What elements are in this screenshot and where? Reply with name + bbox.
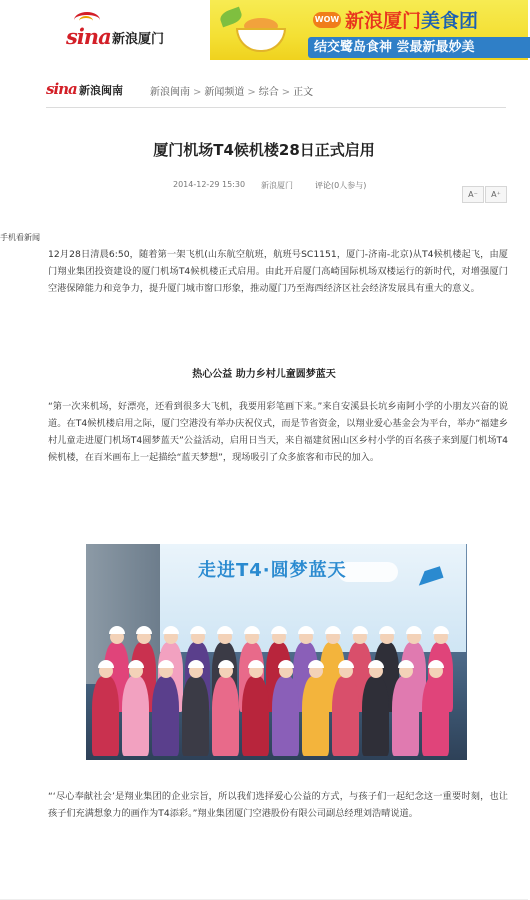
publish-date: 2014-12-29 15:30: [173, 180, 246, 189]
mobile-news-side-tab[interactable]: 手机看新闻: [0, 233, 40, 242]
child-cap: [218, 660, 234, 668]
child-cap: [217, 626, 233, 634]
banner-subtitle: 结交鹭岛食神 尝最新最妙美: [308, 37, 530, 58]
child-cap: [368, 660, 384, 668]
child-cap: [163, 626, 179, 634]
child-figure: [332, 676, 359, 756]
breadcrumb-divider: [46, 107, 506, 108]
breadcrumb: [150, 83, 313, 98]
child-figure: [152, 676, 179, 756]
comment-link[interactable]: [315, 180, 366, 191]
font-size-decrease-button[interactable]: A⁻: [462, 186, 484, 203]
child-cap: [352, 626, 368, 634]
child-cap: [338, 660, 354, 668]
child-cap: [190, 626, 206, 634]
child-cap: [244, 626, 260, 634]
child-figure: [182, 676, 209, 756]
photo-board-text: 走进T4·圆梦蓝天: [198, 560, 347, 581]
child-figure: [362, 676, 389, 756]
child-cap: [271, 626, 287, 634]
banner-title-part1: 新浪厦门: [345, 10, 422, 32]
sina-xiamen-logo[interactable]: [66, 12, 188, 52]
leaf-icon: [218, 7, 243, 28]
child-figure: [302, 676, 329, 756]
child-cap: [278, 660, 294, 668]
banner-title: [345, 6, 478, 33]
breadcrumb-item-current: 正文: [293, 87, 314, 98]
article-title: 厦门机场T4候机楼28日正式启用: [153, 141, 375, 159]
article-paragraph-3: “‘尽心奉献社会’是翔业集团的企业宗旨，所以我们选择爱心公益的方式，与孩子们一起纪念这一重要时刻，也让孩子们充满想象力的画作为T4添彩。”翔业集团厦门空港股份有限公司副总经理刘浩晴说道。: [48, 791, 508, 819]
child-figure: [422, 676, 449, 756]
logo-wordmark: sina: [66, 24, 111, 49]
logo-site-name: 新浪厦门: [112, 32, 165, 47]
font-size-increase-button[interactable]: A⁺: [485, 186, 507, 203]
article-photo: [86, 544, 467, 760]
article-paragraph-2: “第一次来机场，好漂亮，还看到很多大飞机，我要用彩笔画下来。”来自安溪县长坑乡南阿小学的小朋友兴奋的说道。在T4候机楼启用之际，厦门空港没有举办庆祝仪式，而是节省资金，以翔业爱心基金会为平台，举办“福建乡村儿童走进厦门机场T4圆梦蓝天”公益活动，启用日当天，来自福建贫困山区乡村小学的百名孩子来到厦门机场T4候机楼，在百米画布上一起描绘“蓝天梦想”，现场吸引了众多旅客和市民的加入。: [48, 401, 508, 463]
article-paragraph-1: 12月28日清晨6:50，随着第一架飞机(山东航空航班，航班号SC1151，厦门-济南-北京)从T4候机楼起飞，由厦门翔业集团投资建设的厦门机场T4候机楼正式启用。由此开启厦门高崎国际机场双楼运行的新时代，对增强厦门空港保障能力和竞争力，提升厦门城市窗口形象，推动厦门乃至海西经济区社会经济发展具有重大的意义。: [48, 249, 508, 294]
bowl-icon: [236, 28, 286, 52]
article-subheading: 热心公益 助力乡村儿童圆梦蓝天: [192, 369, 336, 380]
child-cap: [325, 626, 341, 634]
channel-logo-name: 新浪闽南: [79, 84, 123, 97]
breadcrumb-separator: >: [193, 87, 202, 98]
banner-badge: WOW: [313, 12, 341, 28]
child-cap: [109, 626, 125, 634]
cloud-icon: [338, 562, 398, 582]
breadcrumb-separator: >: [247, 87, 256, 98]
channel-logo-wordmark: sina: [46, 80, 77, 98]
child-cap: [406, 626, 422, 634]
child-cap: [433, 626, 449, 634]
child-figure: [122, 676, 149, 756]
child-cap: [248, 660, 264, 668]
child-figure: [272, 676, 299, 756]
food-bowl-illustration: [216, 8, 302, 56]
child-cap: [428, 660, 444, 668]
breadcrumb-item-news[interactable]: 新闻频道: [204, 87, 245, 98]
comment-label: 评论: [315, 181, 331, 190]
child-cap: [136, 626, 152, 634]
child-cap: [379, 626, 395, 634]
child-cap: [308, 660, 324, 668]
child-cap: [98, 660, 114, 668]
child-cap: [298, 626, 314, 634]
child-cap: [188, 660, 204, 668]
breadcrumb-item-general[interactable]: 综合: [258, 87, 279, 98]
child-figure: [242, 676, 269, 756]
child-figure: [92, 676, 119, 756]
child-cap: [158, 660, 174, 668]
breadcrumb-separator: >: [281, 87, 291, 98]
breadcrumb-item-minnan[interactable]: 新浪闽南: [150, 87, 190, 98]
comment-count: (0人参与): [331, 181, 367, 190]
child-cap: [128, 660, 144, 668]
banner-title-part2: 美食团: [421, 10, 479, 32]
article-source-link[interactable]: 新浪厦门: [261, 181, 293, 190]
food-group-ad-banner[interactable]: [210, 0, 528, 60]
sina-minnan-logo[interactable]: [46, 78, 146, 100]
child-cap: [398, 660, 414, 668]
child-figure: [392, 676, 419, 756]
child-figure: [212, 676, 239, 756]
